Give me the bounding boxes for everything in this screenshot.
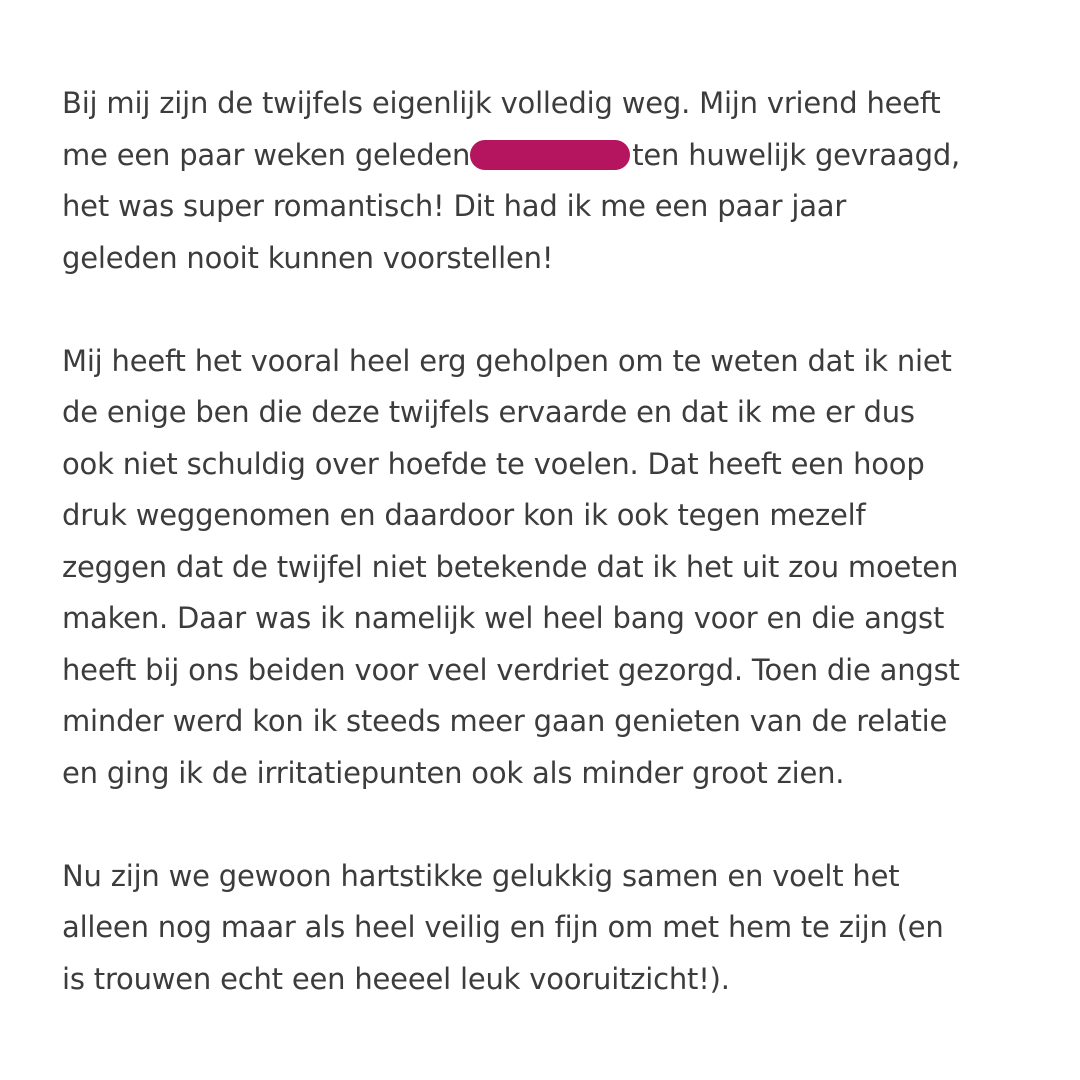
text-line: Mij heeft het vooral heel erg geholpen om te weten dat ik niet — [62, 343, 952, 378]
text-segment: me een paar weken geleden — [62, 137, 471, 172]
text-line: en ging ik de irritatiepunten ook als minder groot zien. — [62, 755, 845, 790]
text-line: ook niet schuldig over hoefde te voelen. Dat heeft een hoop — [62, 446, 925, 481]
text-line: geleden nooit kunnen voorstellen! — [62, 240, 554, 275]
text-line: maken. Daar was ik namelijk wel heel bang voor en die angst — [62, 601, 945, 635]
text-line: is trouwen echt een heeeel leuk vooruitzicht!). — [62, 961, 730, 996]
text-line: minder werd kon ik steeds meer gaan genieten van de relatie — [62, 704, 948, 738]
text-segment: ten huwelijk gevraagd, — [632, 137, 961, 172]
text-line — [62, 130, 1022, 182]
text-line: Nu zijn we gewoon hartstikke gelukkig samen en voelt het — [62, 858, 900, 893]
text-line: alleen nog maar als heel veilig en fijn om met hem te zijn (en — [62, 910, 944, 944]
paragraph-1 — [62, 78, 1022, 284]
paragraph-3 — [62, 851, 1022, 1006]
text-line: de enige ben die deze twijfels ervaarde en dat ik me er dus — [62, 395, 915, 429]
text-line: heeft bij ons beiden voor veel verdriet gezorgd. Toen die angst — [62, 652, 960, 687]
paragraph-2 — [62, 336, 1022, 800]
text-line: het was super romantisch! Dit had ik me een paar jaar — [62, 189, 847, 223]
text-line: zeggen dat de twijfel niet betekende dat ik het uit zou moeten — [62, 549, 959, 584]
text-line: Bij mij zijn de twijfels eigenlijk volledig weg. Mijn vriend heeft — [62, 86, 941, 120]
redaction-mark — [470, 140, 630, 170]
text-line: druk weggenomen en daardoor kon ik ook tegen mezelf — [62, 498, 866, 532]
message-body — [62, 78, 1022, 1057]
